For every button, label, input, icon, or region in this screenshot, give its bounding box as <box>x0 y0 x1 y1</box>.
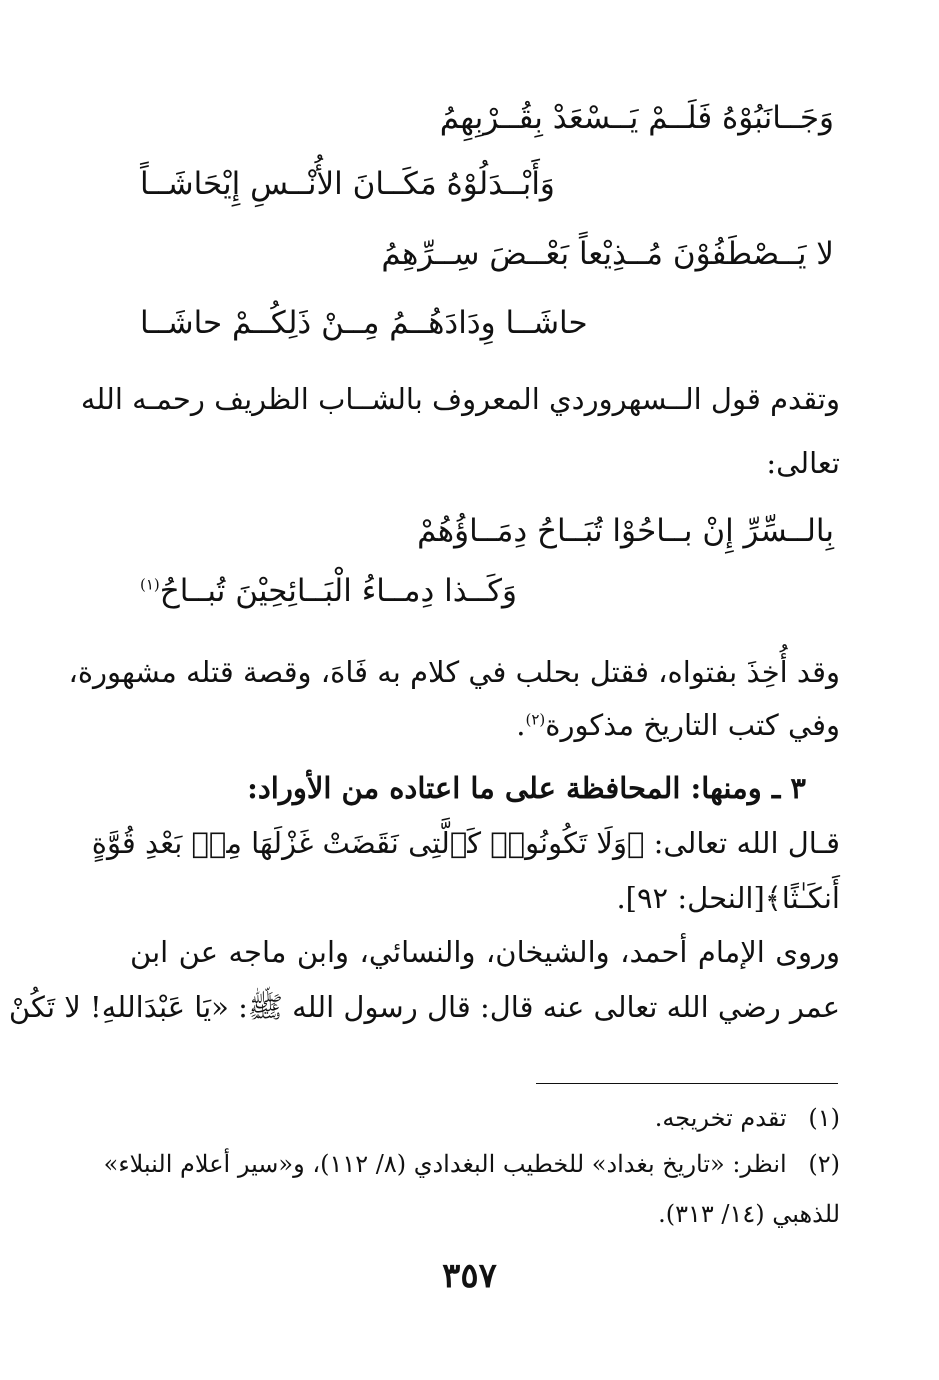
paragraph-line: وقد أُخِذَ بفتواه، فقتل بحلب في كلام به فَاهَ، وقصة قتله مشهورة، <box>68 655 840 689</box>
verse-line: وَأَبْــدَلُوْهُ مَكَــانَ الأُنْــسِ إِيْحَاشَــاً <box>140 166 555 202</box>
footnote <box>103 1150 840 1179</box>
verse-line: وَجَــانَبُوْهُ فَلَــمْ يَــسْعَدْ بِقُــرْبِهِمُ <box>439 100 834 136</box>
paragraph-line: تعالى: <box>766 446 840 480</box>
verse-text: وَكَــذا دِمــاءُ الْبَــائِحِيْنَ تُبــاحُ <box>159 573 517 609</box>
footnote-ref: (٢) <box>525 710 546 729</box>
verse-line: لا يَــصْطَفُوْنَ مُــذِيْعاً بَعْــضَ سِــرِّهِمُ <box>381 236 834 272</box>
quran-quote-line: أَنكَـٰثًا﴾[النحل: ٩٢]. <box>616 881 840 915</box>
footnote-text: انظر: «تاريخ بغداد» للخطيب البغدادي (٨/ ١١٢)، و«سير أعلام النبلاء» <box>103 1150 787 1178</box>
footnote-text: تقدم تخريجه. <box>654 1104 787 1132</box>
paragraph-line <box>516 708 840 743</box>
paragraph-text: وفي كتب التاريخ مذكورة <box>545 708 840 742</box>
section-heading: ٣ ـ ومنها: المحافظة على ما اعتاده من الأوراد: <box>247 771 806 805</box>
quran-quote-line: قـال الله تعالى: ﴿وَلَا تَكُونُوا۟ كَٱلَّتِى نَقَضَتْ غَزْلَهَا مِنۢ بَعْدِ قُوَّةٍ <box>91 826 840 860</box>
verse-line: بِالــسِّرِّ إِنْ بــاحُوْا تُبَــاحُ دِمَــاؤُهُمْ <box>417 513 834 549</box>
footnote-separator <box>536 1083 838 1084</box>
footnote-number: (٢) <box>808 1150 840 1178</box>
paragraph-line: وتقدم قول الــسهروردي المعروف بالشــاب الظريف رحمـه الله <box>80 382 840 416</box>
footnote <box>655 1104 840 1133</box>
footnote-ref: (١) <box>140 575 160 594</box>
paragraph-end: . <box>516 708 526 742</box>
verse-line <box>140 573 517 610</box>
verse-line: حاشَــا وِدَادَهُــمُ مِــنْ ذَلِكُــمْ حاشَــا <box>140 305 588 341</box>
footnote-number: (١) <box>808 1104 840 1132</box>
page-number: ٣٥٧ <box>442 1256 497 1296</box>
paragraph-line: وروى الإمام أحمد، والشيخان، والنسائي، وابن ماجه عن ابن <box>130 935 840 969</box>
paragraph-line: عمر رضي الله تعالى عنه قال: قال رسول الله ﷺ: «يَا عَبْدَاللهِ! لا تَكُنْ <box>8 990 840 1024</box>
footnote-continuation: للذهبي (١٤/ ٣١٣). <box>658 1200 840 1228</box>
